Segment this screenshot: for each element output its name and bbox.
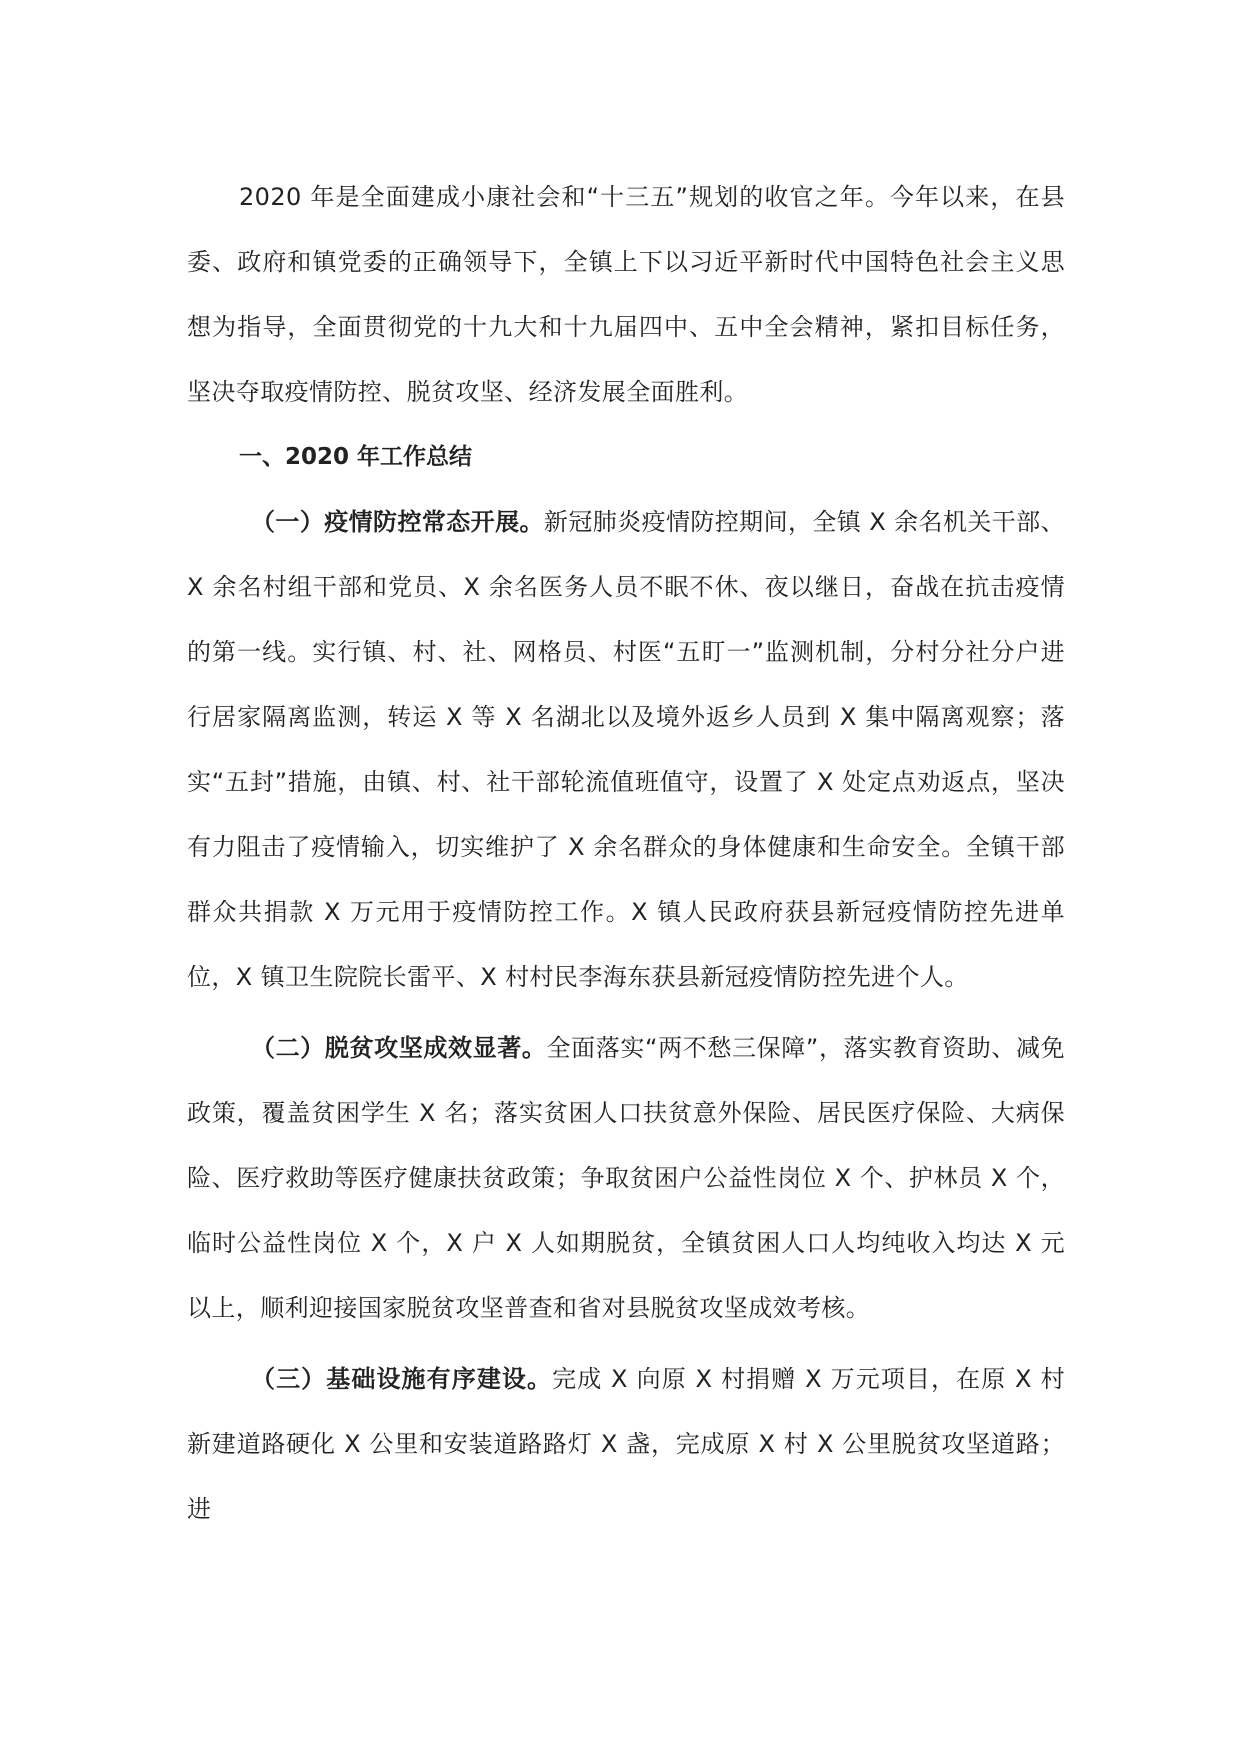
item-lead-2: （二）脱贫攻坚成效显著。 — [251, 1034, 547, 1062]
item-paragraph-3 — [187, 1347, 1065, 1542]
item-paragraph-1 — [187, 490, 1065, 1010]
item-text-1: 新冠肺炎疫情防控期间，全镇 X 余名机关干部、X 余名村组干部和党员、X 余名医务人员不眠不休、夜以继日，奋战在抗击疫情的第一线。实行镇、村、社、网格员、村医“五盯一”监测机制，分村分社分户进行居家隔离监测，转运 X 等 X 名湖北以及境外返乡人员到 X 集中隔离观察；落实“五封”措施，由镇、村、社干部轮流值班值守，设置了 X 处定点劝返点，坚决有力阻击了疫情输入，切实维护了 X 余名群众的身体健康和生命安全。全镇干部群众共捐款 X 万元用于疫情防控工作。X 镇人民政府获县新冠疫情防控先进单位，X 镇卫生院院长雷平、X 村村民李海东获县新冠疫情防控先进个人。 — [187, 508, 1065, 991]
item-text-2: 全面落实“两不愁三保障”，落实教育资助、减免政策，覆盖贫困学生 X 名；落实贫困人口扶贫意外保险、居民医疗保险、大病保险、医疗救助等医疗健康扶贫政策；争取贫困户公益性岗位 X 个、护林员 X 个，临时公益性岗位 X 个，X 户 X 人如期脱贫，全镇贫困人口人均纯收入均达 X 元以上，顺利迎接国家脱贫攻坚普查和省对县脱贫攻坚成效考核。 — [187, 1034, 1065, 1322]
section-heading: 一、2020 年工作总结 — [239, 444, 473, 470]
document-page — [187, 165, 1065, 1542]
item-paragraph-2 — [187, 1016, 1065, 1341]
intro-paragraph: 2020 年是全面建成小康社会和“十三五”规划的收官之年。今年以来，在县委、政府和镇党委的正确领导下，全镇上下以习近平新时代中国特色社会主义思想为指导，全面贯彻党的十九大和十九届四中、五中全会精神，紧扣目标任务，坚决夺取疫情防控、脱贫攻坚、经济发展全面胜利。 — [187, 183, 1065, 406]
item-lead-3: （三）基础设施有序建设。 — [251, 1365, 553, 1393]
item-lead-1: （一）疫情防控常态开展。 — [251, 508, 544, 536]
item-text-3: 完成 X 向原 X 村捐赠 X 万元项目，在原 X 村新建道路硬化 X 公里和安装道路路灯 X 盏，完成原 X 村 X 公里脱贫攻坚道路；进 — [187, 1365, 1065, 1523]
